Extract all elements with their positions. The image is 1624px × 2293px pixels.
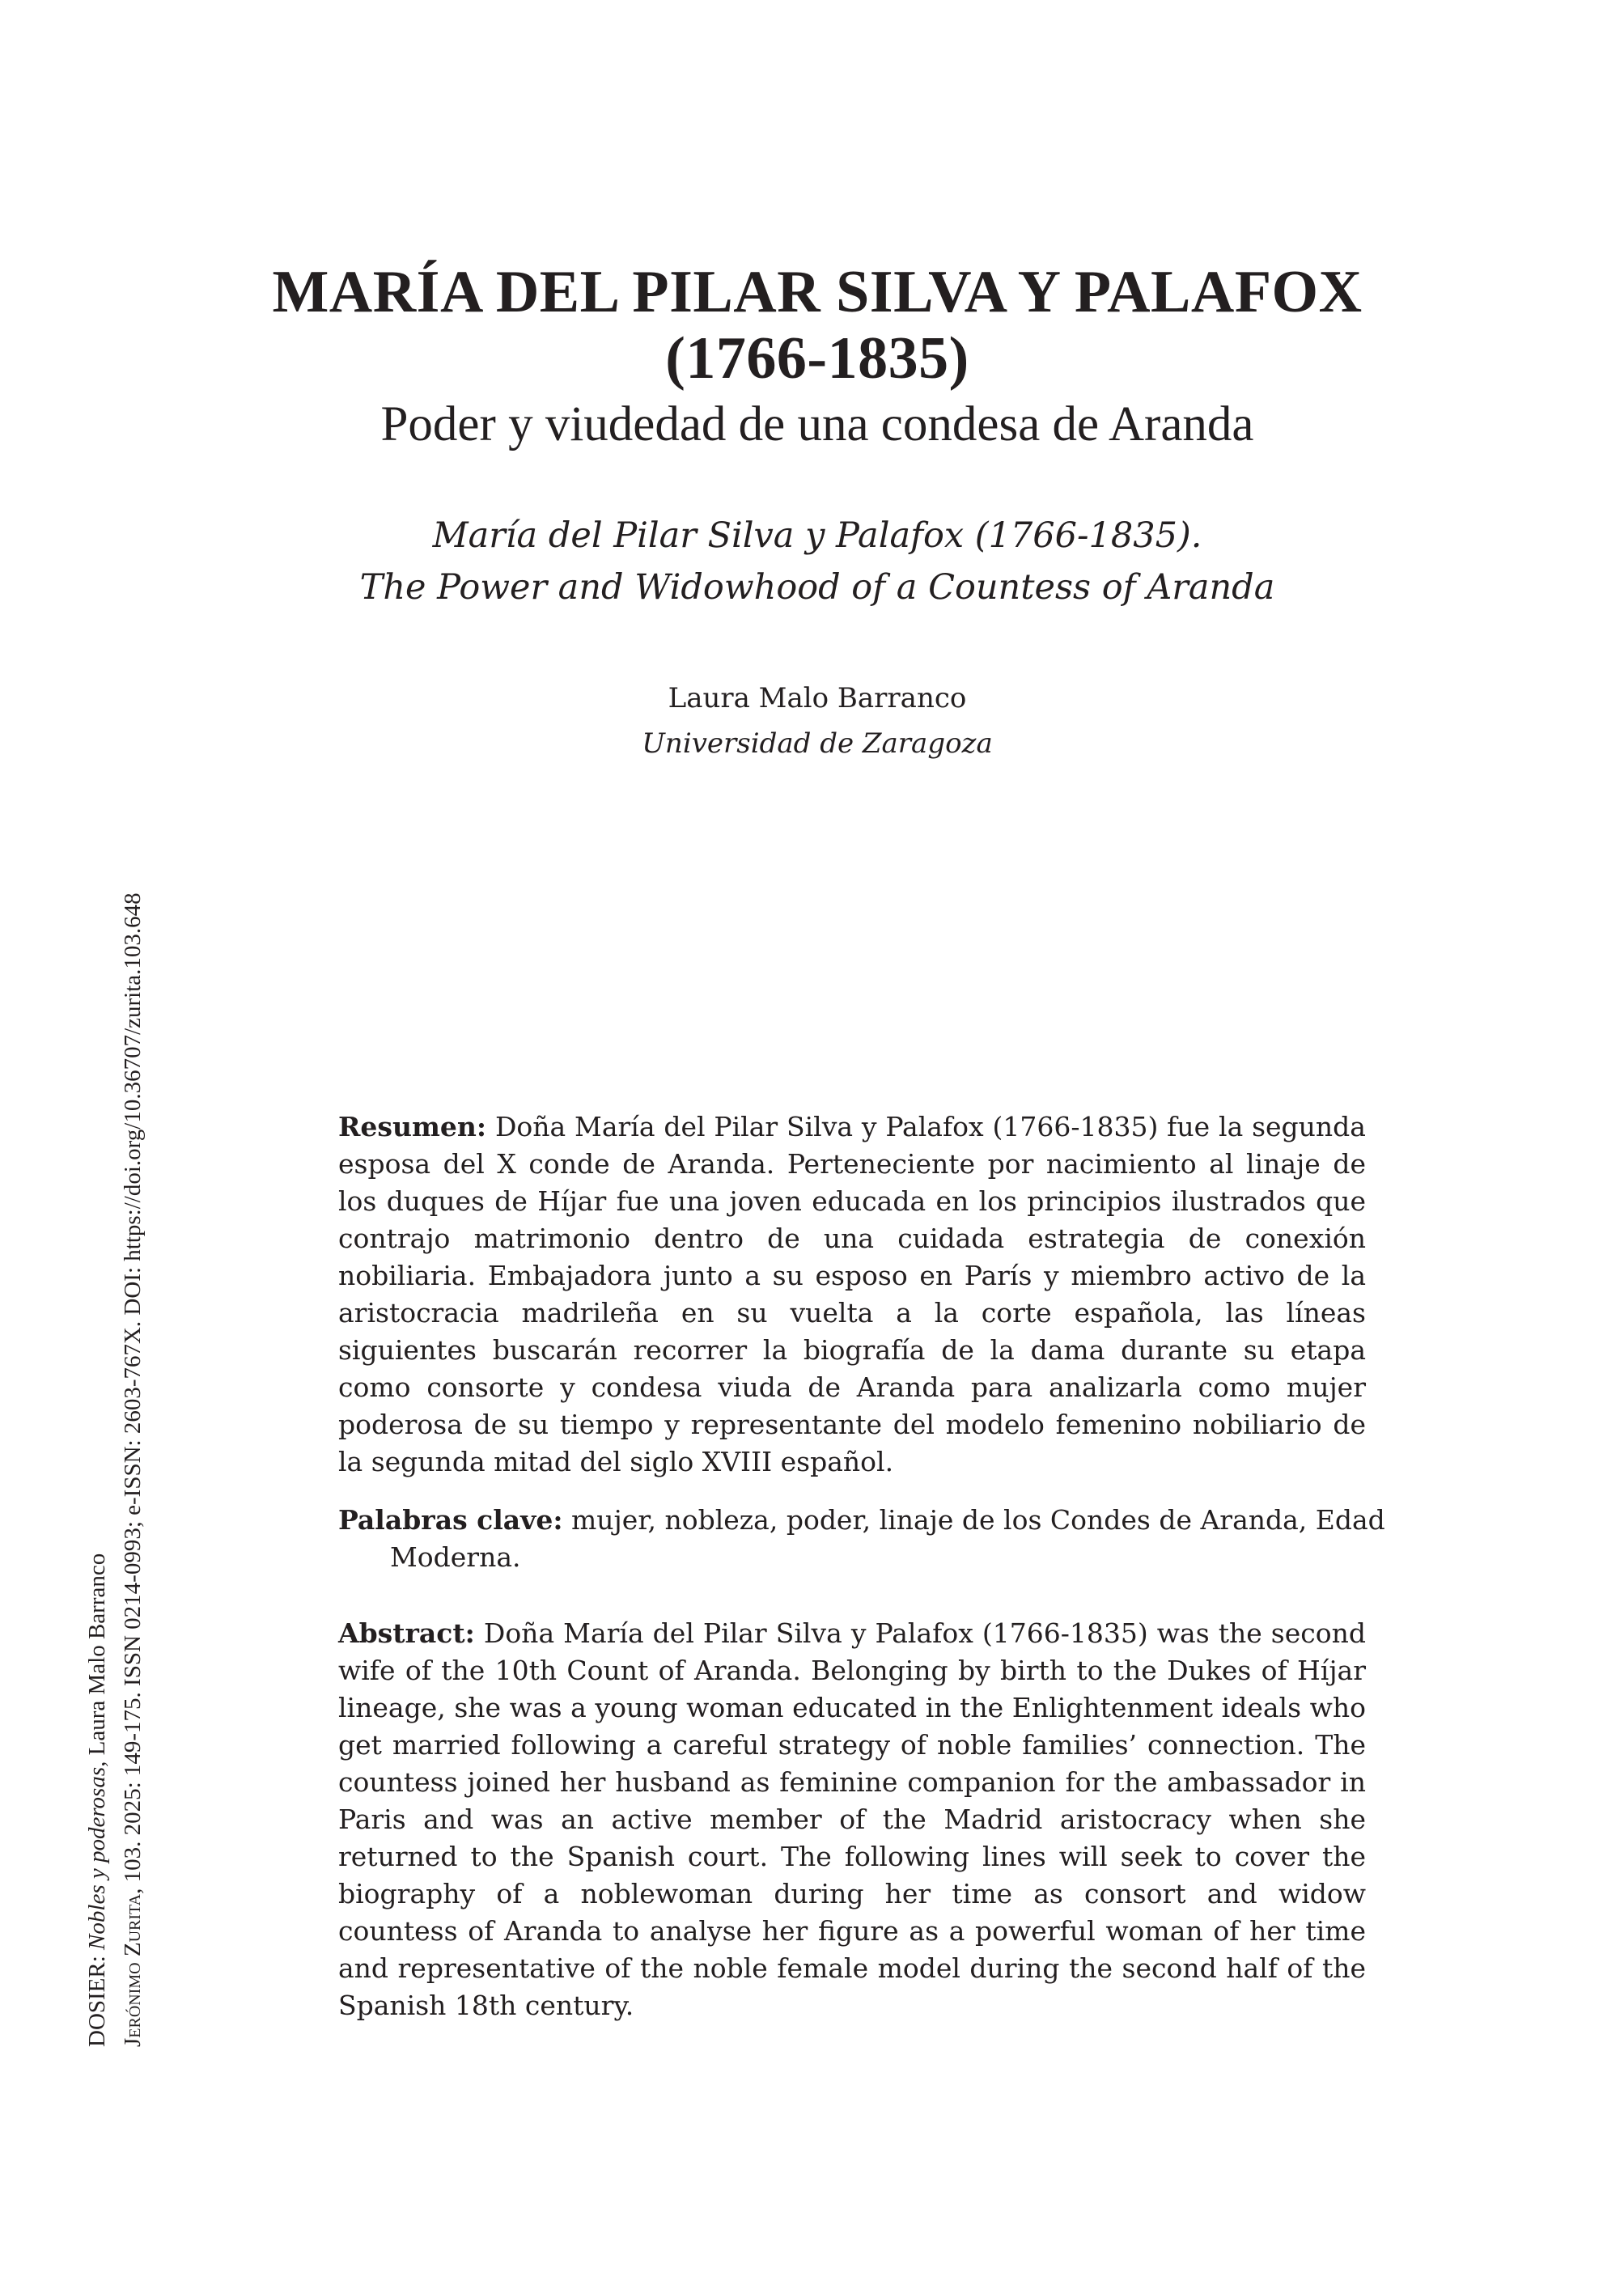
dossier-prefix: DOSIER: xyxy=(84,1956,110,2047)
author-name: Laura Malo Barranco xyxy=(668,682,967,714)
abstract-paragraph xyxy=(338,1615,1366,2024)
journal-citation: , 103. 2025: 149-175. ISSN 0214-0993; e-ISSN: 2603-767X. DOI: https://doi.org/10.36707/zurita.103.648 xyxy=(120,892,146,1894)
vertical-citation-margin xyxy=(79,510,168,2047)
resumen-section xyxy=(338,1108,1366,1481)
journal-citation-line xyxy=(115,510,151,2047)
abstract-label: Abstract: xyxy=(338,1617,475,1649)
dossier-line xyxy=(79,510,115,2047)
author-affiliation: Universidad de Zaragoza xyxy=(642,727,993,760)
keywords-label: Palabras clave: xyxy=(338,1504,563,1536)
abstract-section xyxy=(338,1615,1366,2024)
resumen-label: Resumen: xyxy=(338,1111,487,1142)
keywords-section xyxy=(338,1502,1418,1576)
title-line-1: MARÍA DEL PILAR SILVA Y PALAFOX xyxy=(272,259,1363,325)
article-title xyxy=(259,259,1376,392)
article-subtitle: Poder y viudedad de una condesa de Aranda xyxy=(380,397,1254,451)
english-title-line-1: María del Pilar Silva y Palafox (1766-1835). xyxy=(432,515,1202,556)
dossier-author: Laura Malo Barranco xyxy=(84,1553,110,1756)
english-title-line-2: The Power and Widowhood of a Countess of Aranda xyxy=(359,567,1275,608)
english-title xyxy=(259,510,1376,613)
journal-name: Jerónimo Zurita xyxy=(120,1893,146,2047)
keywords-text: mujer, nobleza, poder, linaje de los Condes de Aranda, Edad Moderna. xyxy=(390,1504,1385,1573)
resumen-text: Doña María del Pilar Silva y Palafox (1766-1835) fue la segunda esposa del X conde de Aranda. Perteneciente por nacimiento al linaje de los duques de Híjar fue una joven educada en los principios ilustrados que contrajo matrimonio dentro de una cuidada estrategia de conexión nobiliaria. Embajadora junto a su esposo en París y miembro activo de la aristocracia madrileña en su vuelta a la corte española, las líneas siguientes buscarán recorrer la biografía de la dama durante su etapa como consorte y condesa viuda de Aranda para analizarla como mujer poderosa de su tiempo y representante del modelo femenino nobiliario de la segunda mitad del siglo XVIII español. xyxy=(338,1111,1366,1477)
abstract-text: Doña María del Pilar Silva y Palafox (1766-1835) was the second wife of the 10th Count of Aranda. Belonging by birth to the Dukes of Híjar lineage, she was a young woman educated in the Enlightenment ideals who get married following a careful strategy of noble families’ connection. The countess joined her husband as feminine companion for the ambassador in Paris and was an active member of the Madrid aristocracy when she returned to the Spanish court. The following lines will seek to cover the biography of a noblewoman during her time as consort and widow countess of Aranda to analyse her figure as a powerful woman of her time and representative of the noble female model during the second half of the Spanish 18th century. xyxy=(338,1617,1366,2021)
keywords-paragraph xyxy=(338,1502,1418,1576)
dossier-title: Nobles y poderosas, xyxy=(84,1761,110,1950)
title-line-2: (1766-1835) xyxy=(665,325,969,392)
resumen-paragraph xyxy=(338,1108,1366,1481)
